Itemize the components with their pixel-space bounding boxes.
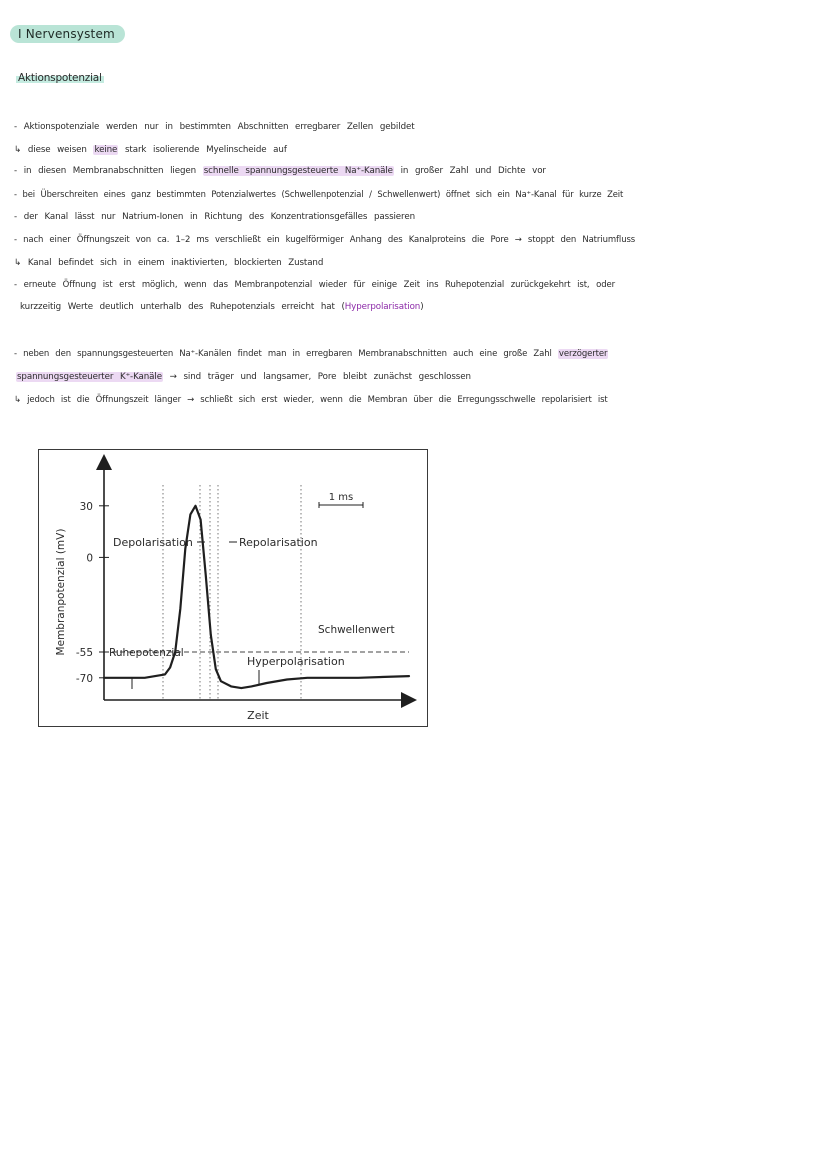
chart-svg (39, 450, 427, 726)
note-line-9 (20, 302, 424, 312)
note-line-12: ↳ jedoch ist die Öffnungszeit länger → schließt sich erst wieder, wenn die Membran über die Erregungsschwelle repolarisiert ist (14, 395, 608, 405)
x-axis-label: Zeit (247, 709, 269, 722)
note-line-2 (14, 145, 287, 155)
y-tick-label: 30 (79, 500, 93, 513)
action-potential-chart (38, 449, 428, 727)
note-text: stark isolierende Myelinscheide auf (124, 145, 287, 155)
note-line-1: - Aktionspotenziale werden nur in bestimmten Abschnitten erregbarer Zellen gebildet (14, 122, 415, 132)
y-tick-label: -55 (75, 647, 93, 659)
y-tick-label: -70 (75, 672, 93, 685)
note-line-11 (16, 372, 471, 382)
y-tick-label: 0 (86, 552, 93, 565)
note-text: kurzzeitig Werte deutlich unterhalb des Ruhepotenzials erreicht hat ( (20, 302, 345, 312)
label-schwellenwert: Schwellenwert (318, 624, 395, 636)
note-line-3 (14, 166, 546, 176)
highlight-k-channels: spannungsgesteuerter K⁺-Kanäle (17, 372, 162, 382)
scale-bar-label: 1 ms (328, 492, 354, 503)
note-text: - in diesen Membranabschnitten liegen (14, 166, 197, 176)
note-text: - neben den spannungsgesteuerten Na⁺-Kanälen findet man in erregbaren Membranabschnitten auch eine große Zahl (14, 349, 552, 359)
page-title: I Nervensystem (10, 25, 125, 43)
highlight-hyperpolarisation: Hyperpolarisation (344, 302, 421, 312)
label-depolarisation: Depolarisation (113, 536, 193, 549)
section-title: Aktionspotenzial (18, 72, 102, 84)
note-line-6: - nach einer Öffnungszeit von ca. 1–2 ms verschließt ein kugelförmiger Anhang des Kanalproteins die Pore → stoppt den Natriumfluss (14, 235, 636, 245)
note-line-10 (14, 349, 608, 359)
note-text: in großer Zahl und Dichte vor (400, 166, 546, 176)
note-text: ↳ diese weisen (14, 145, 87, 155)
highlight-verzoegerter: verzögerter (558, 349, 608, 359)
y-axis-label: Membranpotenzial (mV) (55, 528, 67, 656)
label-ruhepotenzial: Ruhepotenzial (109, 647, 184, 659)
highlight-keine: keine (94, 145, 118, 155)
note-text: ) (420, 302, 424, 312)
note-line-4: - bei Überschreiten eines ganz bestimmten Potenzialwertes (Schwellenpotenzial / Schwellenwert) öffnet sich ein Na⁺-Kanal für kurze Zeit (14, 189, 624, 199)
highlight-na-channels: schnelle spannungsgesteuerte Na⁺-Kanäle (203, 166, 393, 176)
note-line-7: ↳ Kanal befindet sich in einem inaktivierten, blockierten Zustand (14, 258, 324, 268)
note-text: → sind träger und langsamer, Pore bleibt zunächst geschlossen (169, 372, 471, 382)
label-hyperpolarisation: Hyperpolarisation (247, 655, 345, 668)
label-repolarisation: Repolarisation (239, 536, 318, 549)
note-line-8: - erneute Öffnung ist erst möglich, wenn das Membranpotenzial wieder für einige Zeit ins Ruhepotenzial zurückgekehrt ist, oder (14, 280, 616, 290)
note-line-5: - der Kanal lässt nur Natrium-Ionen in Richtung des Konzentrationsgefälles passieren (14, 212, 415, 222)
